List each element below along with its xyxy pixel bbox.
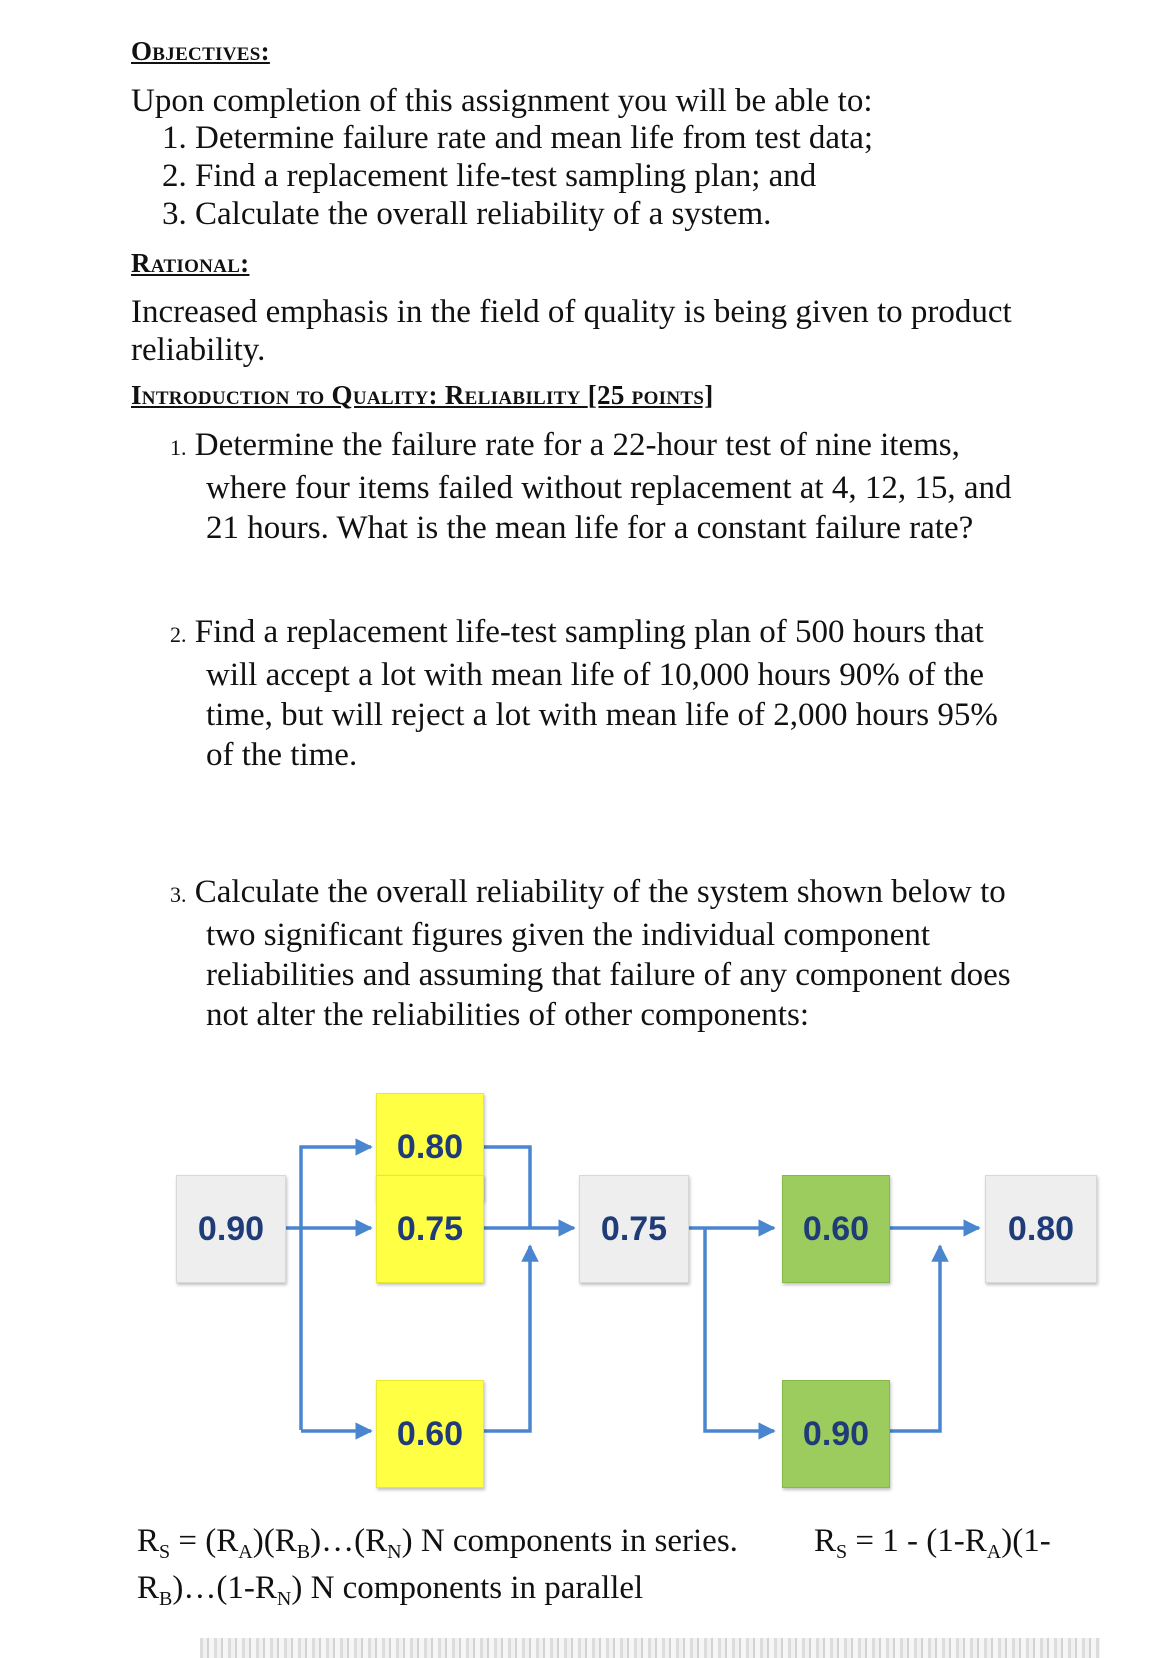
question-line: where four items failed without replacement at 4, 12, 15, and [206, 470, 1012, 506]
section-heading-main: Introduction to Quality: Reliability [131, 380, 588, 410]
component-branch-top: 0.60 [782, 1175, 890, 1283]
connector-top-out [483, 1147, 530, 1228]
series-formula: $R_S$ = $(R_A)(R_B)\dots(R_N)$ N components in series. [137, 1523, 738, 1563]
component-output: 0.80 [985, 1175, 1097, 1283]
question-number: 1. [170, 435, 187, 460]
question-line: Calculate the overall reliability of the system shown below to [194, 874, 1006, 910]
question-line: Determine the failure rate for a 22-hour test of nine items, [194, 427, 960, 463]
rational-line-1: Increased emphasis in the field of quality is being given to product [131, 294, 1012, 330]
question-line: time, but will reject a lot with mean life of 2,000 hours 95% [206, 697, 998, 733]
objectives-heading: Objectives: [131, 36, 270, 66]
scan-artifact-strip [200, 1638, 1100, 1658]
section-heading-points: [25 points] [587, 380, 714, 410]
question-number: 3. [170, 882, 187, 907]
question-line: 21 hours. What is the mean life for a constant failure rate? [206, 510, 974, 546]
component-parallel-middle: 0.75 [376, 1175, 484, 1283]
question-line: reliabilities and assuming that failure of any component does [206, 957, 1011, 993]
component-parallel-top: 0.80 [376, 1093, 484, 1201]
component-branch-bottom: 0.90 [782, 1380, 890, 1488]
question-line: Find a replacement life-test sampling plan of 500 hours that [194, 614, 984, 650]
component-series-middle: 0.75 [579, 1175, 689, 1283]
rational-heading: Rational: [131, 248, 250, 278]
objective-item-2: 2. Find a replacement life-test sampling plan; and [162, 158, 817, 194]
question-line: will accept a lot with mean life of 10,000 hours 90% of the [206, 657, 985, 693]
question-line: two significant figures given the individual component [206, 917, 931, 953]
parallel-formula-part-1: $R_S = 1 - (1-R_A)(1-$ [814, 1523, 1051, 1563]
objectives-intro: Upon completion of this assignment you will be able to: [131, 83, 873, 119]
question-number: 2. [170, 622, 187, 647]
connector-to-top [301, 1147, 371, 1150]
objective-item-3: 3. Calculate the overall reliability of a system. [162, 196, 772, 232]
connector-bottom-out [483, 1246, 530, 1431]
objective-item-1: 1. Determine failure rate and mean life from test data; [162, 120, 874, 156]
rational-line-2: reliability. [131, 332, 266, 368]
component-parallel-bottom: 0.60 [376, 1380, 484, 1488]
component-input: 0.90 [176, 1175, 286, 1283]
question-line: of the time. [206, 737, 358, 773]
question-line: not alter the reliabilities of other components: [206, 997, 809, 1033]
connector-branch-vertical [705, 1228, 774, 1431]
parallel-formula-part-2: $R_B)\dots(1-R_N)$ N components in parallel [137, 1570, 644, 1610]
